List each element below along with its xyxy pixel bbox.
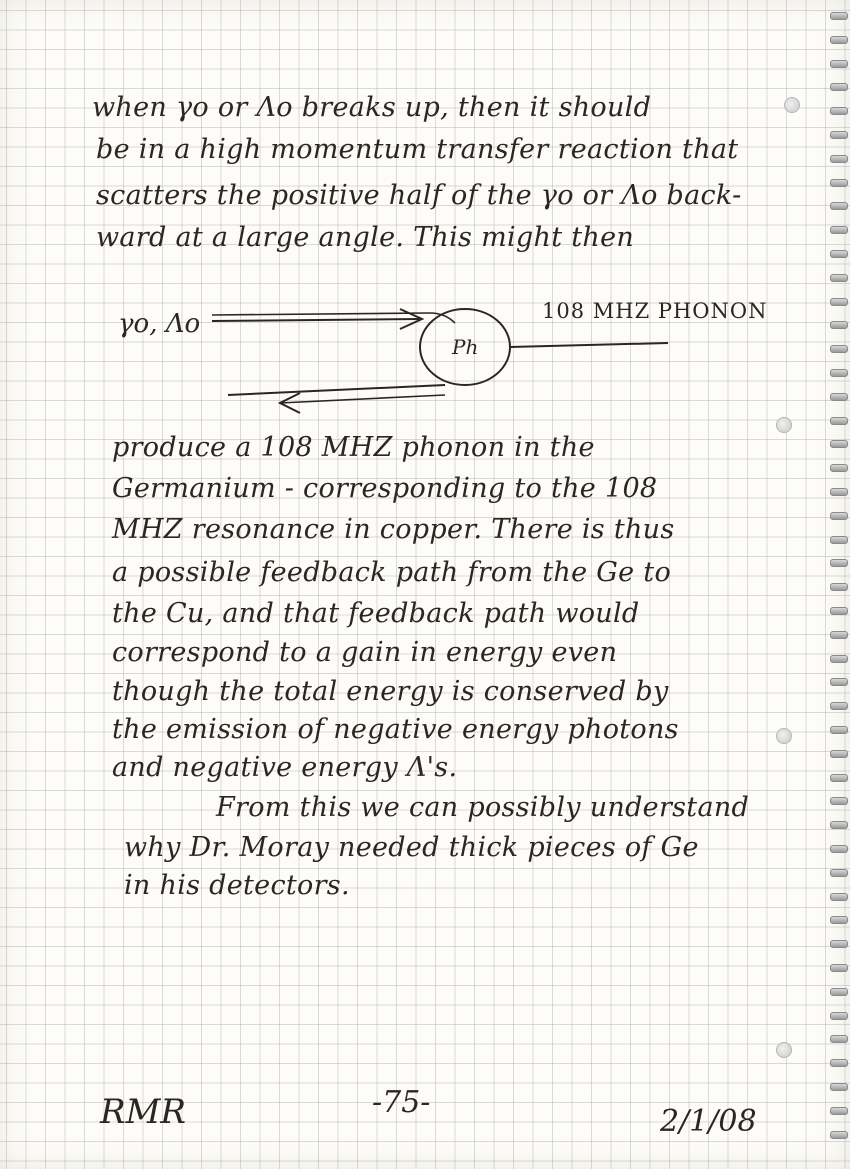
return-arrow-shaft bbox=[280, 395, 445, 403]
spiral-coil bbox=[830, 1131, 848, 1139]
handwritten-line: be in a high momentum transfer reaction that bbox=[96, 134, 739, 165]
spiral-coil bbox=[830, 726, 848, 734]
handwritten-line: ward at a large angle. This might then bbox=[96, 222, 635, 253]
punch-hole bbox=[784, 97, 800, 113]
handwritten-line: From this we can possibly understand bbox=[216, 792, 750, 823]
spiral-coil bbox=[830, 417, 848, 425]
spiral-coil bbox=[830, 988, 848, 996]
spiral-coil bbox=[830, 631, 848, 639]
spiral-coil bbox=[830, 274, 848, 282]
handwritten-line: in his detectors. bbox=[124, 870, 350, 901]
spiral-coil bbox=[830, 916, 848, 924]
spiral-binding bbox=[828, 8, 850, 1158]
phonon-line bbox=[510, 343, 668, 347]
spiral-coil bbox=[830, 155, 848, 163]
phonon-diagram bbox=[100, 285, 800, 425]
spiral-coil bbox=[830, 1059, 848, 1067]
spiral-coil bbox=[830, 940, 848, 948]
spiral-coil bbox=[830, 464, 848, 472]
spiral-coil bbox=[830, 12, 848, 20]
spiral-coil bbox=[830, 369, 848, 377]
spiral-coil bbox=[830, 1012, 848, 1020]
author-initials: RMR bbox=[100, 1092, 187, 1132]
spiral-coil bbox=[830, 1107, 848, 1115]
punch-hole bbox=[776, 1042, 792, 1058]
spiral-coil bbox=[830, 321, 848, 329]
punch-hole bbox=[776, 728, 792, 744]
spiral-coil bbox=[830, 107, 848, 115]
spiral-coil bbox=[830, 488, 848, 496]
spiral-coil bbox=[830, 678, 848, 686]
spiral-coil bbox=[830, 655, 848, 663]
spiral-coil bbox=[830, 512, 848, 520]
return-line bbox=[228, 385, 445, 395]
handwritten-line: scatters the positive half of the γo or Λo back- bbox=[96, 180, 742, 211]
spiral-coil bbox=[830, 179, 848, 187]
spiral-coil bbox=[830, 250, 848, 258]
handwritten-line: though the total energy is conserved by bbox=[112, 676, 669, 707]
handwritten-line: the emission of negative energy photons bbox=[112, 714, 679, 745]
incoming-arrow bbox=[212, 319, 420, 321]
spiral-coil bbox=[830, 750, 848, 758]
spiral-coil bbox=[830, 702, 848, 710]
spiral-coil bbox=[830, 345, 848, 353]
spiral-coil bbox=[830, 393, 848, 401]
spiral-coil bbox=[830, 559, 848, 567]
spiral-coil bbox=[830, 60, 848, 68]
handwritten-line: the Cu, and that feedback path would bbox=[112, 598, 640, 629]
page-number: -75- bbox=[372, 1085, 431, 1120]
spiral-coil bbox=[830, 583, 848, 591]
spiral-coil bbox=[830, 797, 848, 805]
handwritten-line: and negative energy Λ's. bbox=[112, 752, 458, 783]
handwritten-line: MHZ resonance in copper. There is thus bbox=[112, 514, 675, 545]
spiral-coil bbox=[830, 202, 848, 210]
spiral-coil bbox=[830, 869, 848, 877]
spiral-coil bbox=[830, 964, 848, 972]
spiral-coil bbox=[830, 536, 848, 544]
spiral-coil bbox=[830, 440, 848, 448]
spiral-coil bbox=[830, 1035, 848, 1043]
spiral-coil bbox=[830, 845, 848, 853]
spiral-coil bbox=[830, 298, 848, 306]
spiral-coil bbox=[830, 774, 848, 782]
spiral-coil bbox=[830, 821, 848, 829]
handwritten-line: when γo or Λo breaks up, then it should bbox=[92, 92, 652, 123]
spiral-coil bbox=[830, 131, 848, 139]
incoming-label: γo, Λo bbox=[118, 309, 201, 339]
circle-label: Ph bbox=[452, 335, 479, 359]
handwritten-line: produce a 108 MHZ phonon in the bbox=[112, 432, 595, 463]
handwritten-line: why Dr. Moray needed thick pieces of Ge bbox=[124, 832, 699, 863]
spiral-coil bbox=[830, 1083, 848, 1091]
spiral-coil bbox=[830, 83, 848, 91]
spiral-coil bbox=[830, 226, 848, 234]
page-date: 2/1/08 bbox=[660, 1104, 757, 1139]
outgoing-label: 108 MHZ PHONON bbox=[542, 299, 768, 323]
handwritten-line: Germanium - corresponding to the 108 bbox=[112, 473, 658, 504]
spiral-coil bbox=[830, 36, 848, 44]
spiral-coil bbox=[830, 893, 848, 901]
handwritten-line: a possible feedback path from the Ge to bbox=[112, 557, 672, 588]
handwritten-line: correspond to a gain in energy even bbox=[112, 637, 618, 668]
spiral-coil bbox=[830, 607, 848, 615]
